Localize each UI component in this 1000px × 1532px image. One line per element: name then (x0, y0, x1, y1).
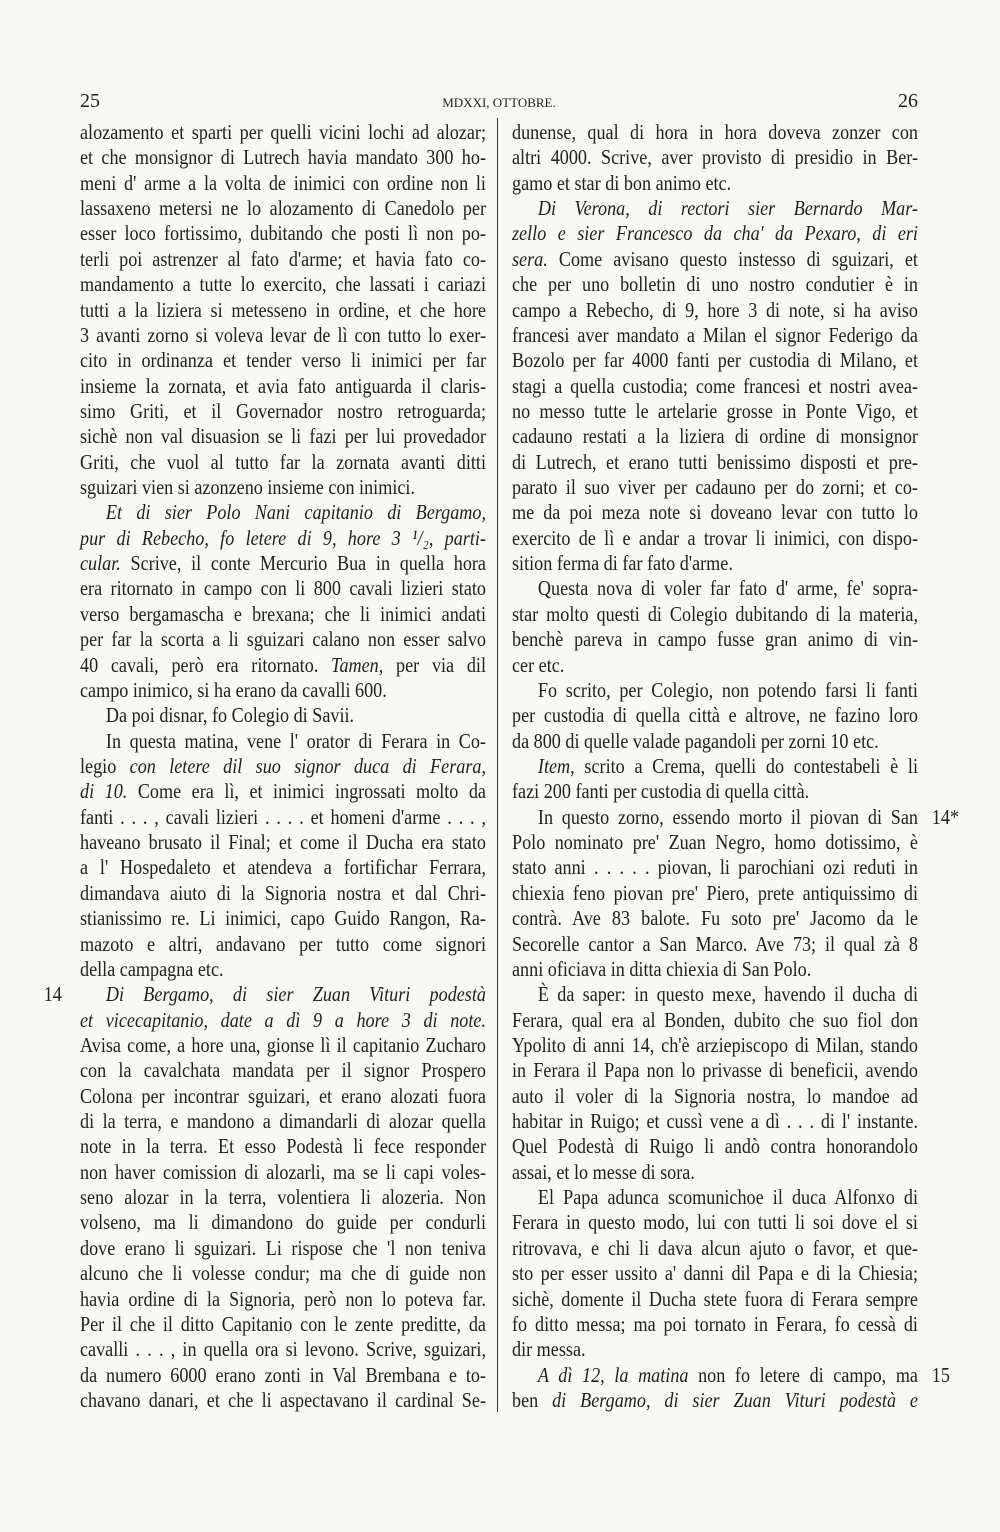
column-divider (497, 118, 498, 1412)
text-run: a l' Hospedaleto et atendeva a fortifichar Ferrara, (80, 855, 486, 880)
text-run: benchè pareva in campo fusse gran animo di vin- (512, 627, 918, 652)
text-line (512, 1362, 950, 1388)
text-line (512, 754, 918, 779)
italic-text-run: Item, (537, 753, 575, 778)
text-line (80, 551, 486, 576)
italic-text-run: con letere dil suo signor duca di Ferara, (129, 753, 486, 778)
text-line (80, 399, 486, 424)
text-run: sguizari vien si azonzeno insieme con inimici. (80, 475, 415, 500)
text-line (80, 526, 486, 551)
text-run: con la cavalchata mandata per il signor Prospero (80, 1058, 486, 1083)
text-run: alcuno che li volesse condur; ma che di guide non (80, 1261, 486, 1286)
text-run: cadauno restati a la liziera di ordine di monsignor (512, 424, 918, 449)
text-run: sto per esser ussito a' danni dil Papa e di la Chiesia; (512, 1261, 918, 1286)
text-run: 3 avanti zorno si voleva levar de lì con tutto lo exer- (80, 322, 486, 347)
text-run: anni oficiava in ditta chiexia di San Polo. (512, 956, 812, 981)
text-line (80, 120, 486, 145)
margin-reference-number: 14 (43, 982, 62, 1007)
text-line (512, 298, 918, 323)
text-line (512, 450, 918, 475)
text-run: fazi 200 fanti per custodia di quella città. (512, 779, 810, 804)
text-line (80, 1261, 486, 1286)
text-run: di Lutrech, et erano tutti benissimo disposti et pre- (512, 449, 918, 474)
text-run: Per il che il ditto Capitanio con le zente preditte, da (80, 1311, 486, 1336)
paragraph (80, 729, 486, 983)
text-run: campo a Rebecho, di 9, hore 3 di note, si ha aviso (512, 297, 918, 322)
paragraph (512, 576, 918, 677)
text-line (80, 1388, 486, 1413)
text-line (512, 957, 918, 982)
text-line (512, 1210, 918, 1235)
paragraph (512, 1362, 950, 1414)
text-line (512, 1312, 918, 1337)
text-line (80, 1084, 486, 1109)
running-title: MDXXI, OTTOBRE. (442, 95, 556, 110)
text-line (80, 1287, 486, 1312)
text-line (512, 120, 918, 145)
text-line (80, 602, 486, 627)
text-run: Come avisano questo instesso di sguizari, et (547, 246, 918, 271)
text-run: che per uno bolletin di uno nostro condutier è in (512, 272, 918, 297)
text-line (80, 932, 486, 957)
text-line (80, 1363, 486, 1388)
text-run: no messo tutte le artelarie grosse in Ponte Vigo, et (512, 398, 918, 423)
italic-text-run: A dì 12, la matina (537, 1362, 689, 1387)
text-run: chiexia feno piovan pre' Piero, prete antiquissimo di (512, 880, 918, 905)
text-run: dir messa. (512, 1337, 586, 1362)
text-run: insieme la zornata, et avia fato antiguarda il claris- (80, 373, 486, 398)
text-line (512, 551, 918, 576)
text-line (512, 703, 918, 728)
text-run: gamo et star di bon animo etc. (512, 170, 732, 195)
text-line (512, 653, 918, 678)
text-line (80, 1058, 486, 1083)
text-run: auto il voler di la Signoria nostra, lo mandoe ad (512, 1083, 918, 1108)
text-run: in Ferara il Papa non lo privasse di beneficii, avendo (512, 1058, 918, 1083)
text-run: non haver comission di alozarli, ma se li capi voles- (80, 1159, 486, 1184)
text-line (80, 1134, 486, 1159)
left-column (43, 120, 486, 1413)
text-line (512, 779, 918, 804)
text-run: altri 4000. Scrive, aver provisto di presidio in Ber- (512, 145, 918, 170)
text-line (80, 906, 486, 931)
text-run: scrito a Crema, quelli do contestabeli è li (574, 753, 918, 778)
text-run: per custodia di quella città e altrove, ne fazino loro (512, 703, 918, 728)
text-line (80, 1185, 486, 1210)
italic-text-run: Di Bergamo, di sier Zuan Vituri podestà (105, 982, 486, 1007)
text-line (512, 1388, 918, 1413)
paragraph (512, 196, 918, 576)
text-line (512, 678, 918, 703)
text-run: assai, et lo messe di sora. (512, 1159, 695, 1184)
text-line (80, 171, 486, 196)
text-run: stagi a quella custodia; come francesi et nostri avea- (512, 373, 918, 398)
text-line (512, 602, 918, 627)
text-run: 40 cavali, però era ritornato. (80, 652, 332, 677)
paragraph (43, 982, 486, 1413)
text-line (80, 576, 486, 601)
text-run: chavano danari, et che li aspectavano il cardinal Se- (80, 1387, 486, 1412)
text-run: habitar in Ruigo; et cussì vene a dì . . . di l' instante. (512, 1109, 918, 1134)
text-run: della campagna etc. (80, 956, 224, 981)
text-run: cavalli . . . , in quella ora si levono. Scrive, sguizari, (80, 1337, 486, 1362)
paragraph (80, 703, 486, 728)
text-line (512, 348, 918, 373)
text-run: Fo scrito, per Colegio, non potendo farsi li fanti (537, 677, 918, 702)
italic-text-run: pur di Rebecho, fo letere di 9, hore 3 ¹/₂, parti- (80, 525, 486, 550)
text-line (512, 272, 918, 297)
text-line (80, 374, 486, 399)
text-run: terli poi astrenzer al fato d'arme; et havia fato co- (80, 246, 486, 271)
text-line (512, 526, 918, 551)
text-line (512, 1008, 918, 1033)
running-header (80, 89, 918, 113)
text-run: exercito de lì e andar a trovar li inimici, con dispo- (512, 525, 918, 550)
paragraph (80, 500, 486, 703)
text-run: legio (80, 753, 130, 778)
text-line (512, 627, 918, 652)
text-run: sition ferma di far fato d'arme. (512, 551, 733, 576)
text-run: havia ordine di la Signoria, però non lo poteva far. (80, 1286, 486, 1311)
text-run: esser loco fortissimo, dubitando che posti lì non po- (80, 221, 486, 246)
text-line (512, 1261, 918, 1286)
text-run: mazoto e altri, andavano per tutto come signori (80, 931, 486, 956)
text-line (80, 881, 486, 906)
text-line (80, 678, 486, 703)
text-run: Questa nova di voler far fato d' arme, fe' sopra- (537, 576, 918, 601)
text-run: note in la terra. Et esso Podestà li fece responder (80, 1134, 486, 1159)
text-line (80, 196, 486, 221)
text-line (512, 830, 918, 855)
paragraph (512, 754, 918, 805)
text-run: Polo nominato pre' Zuan Negro, homo dotissimo, è (512, 830, 918, 855)
text-run: dunense, qual di hora in hora doveva zonzer con (512, 120, 918, 144)
text-run: cito in ordinanza et tender verso li inimici per far (80, 348, 486, 373)
page-number-right: 26 (898, 90, 918, 112)
text-run: Griti, che vuol al tutto far la zornata avanti ditti (80, 449, 486, 474)
paragraph (512, 804, 960, 983)
text-line (80, 1109, 486, 1134)
text-line (80, 754, 486, 779)
text-line (80, 500, 486, 525)
text-run: da numero 6000 erano zonti in Val Brembana e to- (80, 1362, 486, 1387)
text-line (512, 196, 918, 221)
italic-text-run: Et di sier Polo Nani capitanio di Bergamo, (105, 500, 486, 525)
italic-text-run: sera. (512, 246, 548, 271)
text-line (512, 982, 918, 1007)
text-line (512, 1185, 918, 1210)
margin-reference-number: 15 (931, 1362, 950, 1387)
text-run: ben (512, 1387, 553, 1412)
text-run: El Papa adunca scomunichoe il duca Alfonxo di (537, 1185, 918, 1210)
text-run: Ypolito di anni 14, ch'è arziepiscopo di Milan, stando (512, 1032, 918, 1057)
italic-text-run: et vicecapitanio, date a dì 9 a hore 3 di note. (80, 1007, 486, 1032)
text-run: sichè, domente il Ducha stete fuora di Ferara sempre (512, 1286, 918, 1311)
text-run: meni d' arme a la volta de inimici con ordine non li (80, 170, 486, 195)
text-run: contrà. Ave 83 balote. Fu soto pre' Jacomo da le (512, 906, 918, 931)
text-run: non fo letere di campo, ma (688, 1362, 918, 1387)
text-run: cer etc. (512, 652, 565, 677)
text-run: verso bergamascha e brexana; che li inimici andati (80, 601, 486, 626)
text-run: dove erano li sguizari. Li rispose che 'l non teniva (80, 1235, 486, 1260)
text-line (43, 982, 486, 1007)
paragraph (512, 120, 918, 196)
text-line (80, 653, 486, 678)
text-run: lassaxeno metersi ne lo alozamento di Canedolo per (80, 196, 486, 221)
text-run: me da poi meza note si doveano levar con tutto lo (512, 500, 918, 525)
text-line (512, 399, 918, 424)
italic-text-run: Di Verona, di rectori sier Bernardo Mar- (537, 196, 918, 221)
text-line (512, 1287, 918, 1312)
text-line (512, 500, 918, 525)
text-line (512, 729, 918, 754)
text-line (80, 1210, 486, 1235)
text-line (80, 424, 486, 449)
text-line (512, 881, 918, 906)
text-run: alozamento et sparti per quelli vicini lochi ad alozar; (80, 120, 486, 144)
text-run: sichè non val disuasion se li fazi per lui provedador (80, 424, 486, 449)
text-line (512, 247, 918, 272)
text-line (80, 1160, 486, 1185)
text-line (512, 171, 918, 196)
text-run: dimandava aiuto di la Signoria nostra et dal Chri- (80, 880, 486, 905)
text-run: campo inimico, si ha erano da cavalli 600. (80, 677, 387, 702)
text-line (80, 1008, 486, 1033)
text-line (80, 957, 486, 982)
text-line (512, 804, 960, 830)
text-run: seno alozar in la terra, volentiera li alozeria. Non (80, 1185, 486, 1210)
text-line (512, 1236, 918, 1261)
text-run: mandamento a tutte lo exercito, che lassati i cariazi (80, 272, 486, 297)
text-line (512, 906, 918, 931)
text-run: Quel Podestà di Ruigo li andò contra honorandolo (512, 1134, 918, 1159)
text-run: ritrovava, e chi li dava alcun ajuto o favor, et que- (512, 1235, 918, 1260)
text-run: Come era lì, et inimici ingrossati molto da (127, 779, 486, 804)
text-run: Da poi disnar, fo Colegio di Savii. (105, 703, 355, 728)
text-line (512, 374, 918, 399)
text-run: simo Griti, et il Governador nostro retroguarda; (80, 398, 486, 423)
paragraph (512, 982, 918, 1185)
text-line (80, 221, 486, 246)
text-line (80, 475, 486, 500)
text-run: stato anni . . . . . piovan, li parochiani ozi reduti in (512, 855, 918, 880)
right-column (512, 120, 960, 1413)
italic-text-run: Tamen, (331, 652, 384, 677)
text-line (80, 247, 486, 272)
text-line (80, 145, 486, 170)
text-line (80, 1312, 486, 1337)
text-line (80, 830, 486, 855)
text-line (80, 450, 486, 475)
italic-text-run: di 10. (80, 779, 128, 804)
paragraph (80, 120, 486, 500)
text-line (512, 1033, 918, 1058)
paragraph (512, 678, 918, 754)
text-line (512, 576, 918, 601)
margin-reference-number: 14* (931, 804, 960, 829)
text-run: stianissimo re. Li inimici, capo Guido Rangon, Ra- (80, 906, 486, 931)
text-line (80, 1337, 486, 1362)
text-run: Colona per incontrar sguizari, et erano alozati fuora (80, 1083, 486, 1108)
text-run: Ferara, qual era al Bonden, dubito che suo fiol don (512, 1007, 918, 1032)
text-line (512, 475, 918, 500)
text-line (512, 424, 918, 449)
text-line (512, 145, 918, 170)
text-line (80, 805, 486, 830)
text-line (512, 221, 918, 246)
text-line (512, 932, 918, 957)
text-run: parato il suo viver per cadauno per do zorni; et co- (512, 475, 918, 500)
text-line (512, 1084, 918, 1109)
text-line (80, 348, 486, 373)
text-run: haveano brusato il Final; et come il Ducha era stato (80, 830, 486, 855)
text-run: francesi aver mandato a Milan el signor Federigo da (512, 322, 918, 347)
text-line (80, 1236, 486, 1261)
text-line (512, 1058, 918, 1083)
text-run: per via dil (383, 652, 486, 677)
text-run: era ritornato in campo con li 800 cavali lizieri stato (80, 576, 486, 601)
text-run: fo ditto messa; ma poi tornato in Ferara, fo cessà di (512, 1311, 918, 1336)
text-run: Bozolo per far 4000 fanti per custodia di Milano, et (512, 348, 918, 373)
text-line (512, 855, 918, 880)
text-run: star molto questi di Colegio dubitando di la materia, (512, 601, 918, 626)
italic-text-run: cular. (80, 551, 121, 576)
text-run: di la terra, e mandono a dimandarli di alozar quella (80, 1109, 486, 1134)
text-line (80, 703, 486, 728)
text-run: Ferara in questo modo, lui con tutti li soi dove el si (512, 1210, 918, 1235)
text-line (80, 272, 486, 297)
text-run: È da saper: in questo mexe, havendo il ducha di (537, 982, 918, 1007)
paragraph (512, 1185, 918, 1363)
italic-text-run: zello e sier Francesco da cha' da Pexaro, di eri (512, 221, 918, 246)
text-run: da 800 di quelle valade pagandoli per zorni 10 etc. (512, 728, 879, 753)
text-line (512, 1160, 918, 1185)
text-line (512, 323, 918, 348)
text-run: volseno, ma li dimandono do guide per condurli (80, 1210, 486, 1235)
text-run: In questo zorno, essendo morto il piovan di San (537, 804, 918, 829)
text-line (80, 627, 486, 652)
italic-text-run: di Bergamo, di sier Zuan Vituri podestà e (552, 1387, 918, 1412)
page-number-left: 25 (80, 90, 100, 112)
text-run: per far la scorta a li sguizari calano non esser salvo (80, 627, 486, 652)
text-line (80, 1033, 486, 1058)
text-run: tutti a la liziera si metesseno in ordine, et che hore (80, 297, 486, 322)
text-run: Scrive, il conte Mercurio Bua in quella hora (120, 551, 486, 576)
text-line (80, 855, 486, 880)
text-run: In questa matina, vene l' orator di Ferara in Co- (105, 728, 486, 753)
text-run: fanti . . . , cavali lizieri . . . . et homeni d'arme . . . , (80, 804, 486, 829)
text-line (80, 779, 486, 804)
text-run: Secorelle cantor a San Marco. Ave 73; il qual zà 8 (512, 931, 918, 956)
text-line (80, 298, 486, 323)
text-run: et che monsignor di Lutrech havia mandato 300 ho- (80, 145, 486, 170)
text-line (512, 1109, 918, 1134)
text-line (80, 323, 486, 348)
text-line (80, 729, 486, 754)
text-run: Avisa come, a hore una, gionse lì il capitanio Zucharo (80, 1032, 486, 1057)
text-line (512, 1337, 918, 1362)
text-line (512, 1134, 918, 1159)
